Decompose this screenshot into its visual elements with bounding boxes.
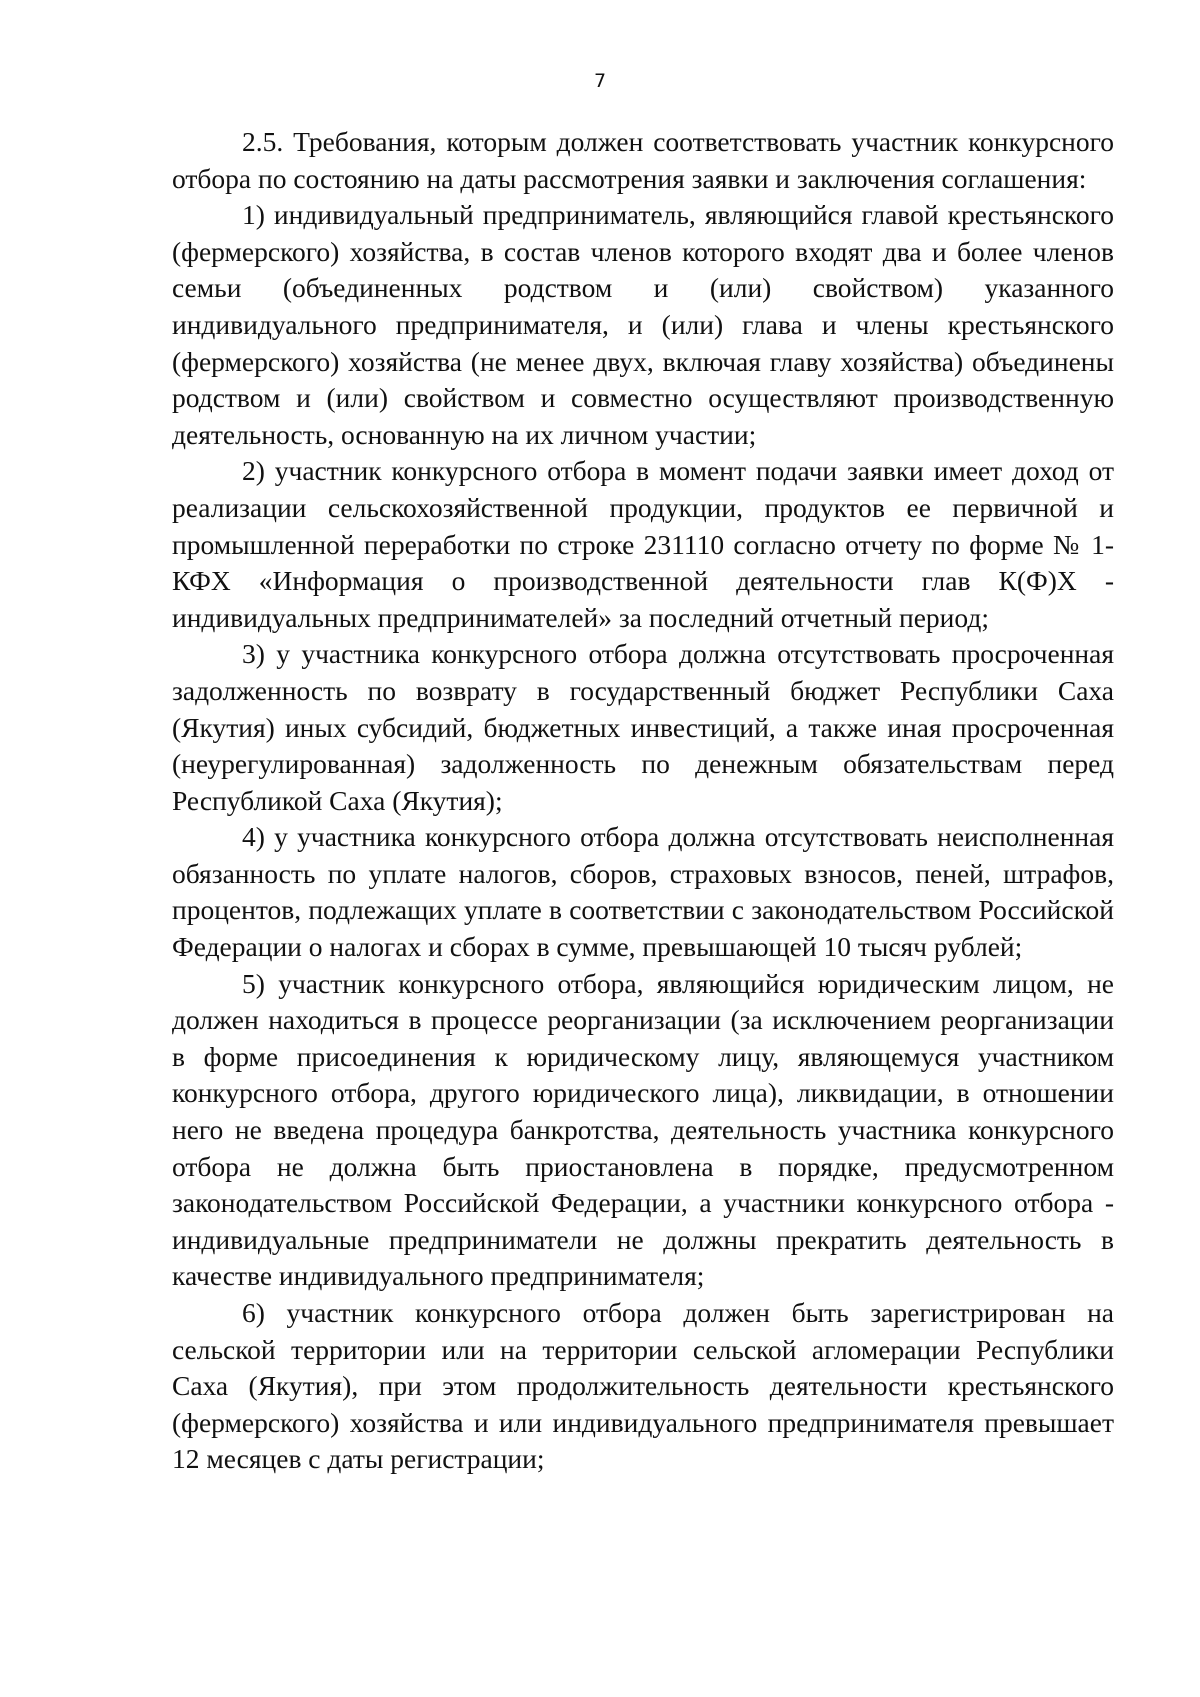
list-item-5: 5) участник конкурсного отбора, являющийся юридическим лицом, не должен находиться в процессе реорганизации (за исключением реорганизации в форме присоединения к юридическому лицу, являющемуся участником конкурсного отбора, другого юридического лица), ликвидации, в отношении него не введена процедура банкротства, деятельность участника конкурсного отбора не должна быть приостановлена в порядке, предусмотренном законодательством Российской Федерации, а участники конкурсного отбора - индивидуальные предприниматели не должны прекратить деятельность в качестве индивидуального предпринимателя; <box>172 967 1114 1292</box>
list-item-3: 3) у участника конкурсного отбора должна отсутствовать просроченная задолженность по возврату в государственный бюджет Республики Саха (Якутия) иных субсидий, бюджетных инвестиций, а также иная просроченная (неурегулированная) задолженность по денежным обязательствам перед Республикой Саха (Якутия); <box>172 638 1114 816</box>
list-item-2: 2) участник конкурсного отбора в момент подачи заявки имеет доход от реализации сельскохозяйственной продукции, продуктов ее первичной и промышленной переработки по строке 231110 согласно отчету по форме № 1-КФХ «Информация о производственной деятельности глав К(Ф)Х - индивидуальных предпринимателей» за последний отчетный период; <box>172 455 1114 633</box>
list-item-4: 4) у участника конкурсного отбора должна отсутствовать неисполненная обязанность по уплате налогов, сборов, страховых взносов, пеней, штрафов, процентов, подлежащих уплате в соответствии с законодательством Российской Федерации о налогах и сборах в сумме, превышающей 10 тысяч рублей; <box>172 821 1114 963</box>
list-item-1: 1) индивидуальный предприниматель, являющийся главой крестьянского (фермерского) хозяйства, в состав членов которого входят два и более членов семьи (объединенных родством и (или) свойством) указанного индивидуального предпринимателя, и (или) глава и члены крестьянского (фермерского) хозяйства (не менее двух, включая главу хозяйства) объединены родством и (или) свойством и совместно осуществляют производственную деятельность, основанную на их личном участии; <box>172 199 1114 450</box>
paragraph-2-5-requirements: 2.5. Требования, которым должен соответствовать участник конкурсного отбора по состоянию на даты рассмотрения заявки и заключения соглашения: <box>172 126 1114 194</box>
list-item-6: 6) участник конкурсного отбора должен быть зарегистрирован на сельской территории или на территории сельской агломерации Республики Саха (Якутия), при этом продолжительность деятельности крестьянского (фермерского) хозяйства и или индивидуального предпринимателя превышает 12 месяцев с даты регистрации; <box>172 1297 1114 1475</box>
page-number: 7 <box>593 70 607 92</box>
document-body <box>172 124 1114 1478</box>
